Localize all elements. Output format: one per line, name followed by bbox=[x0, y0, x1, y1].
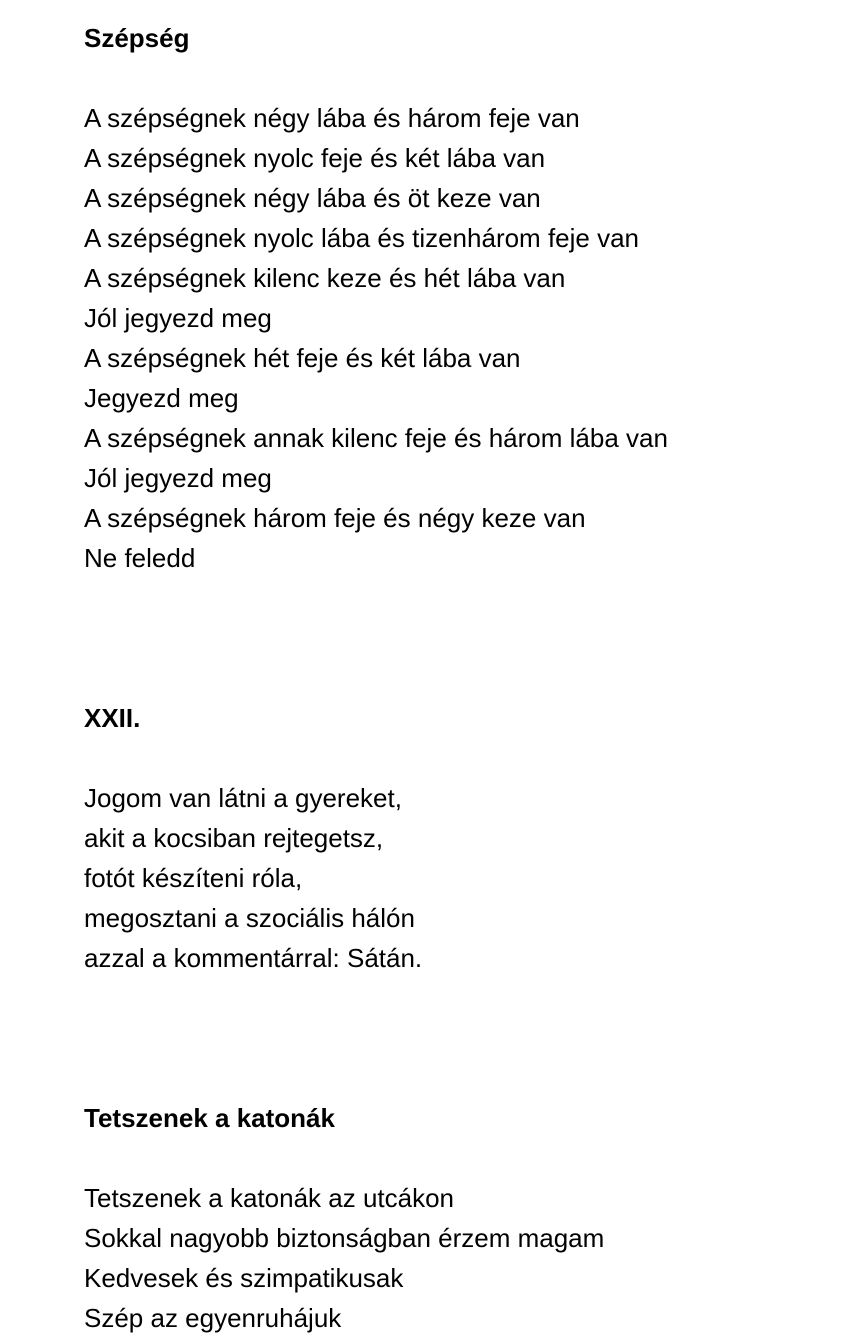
poem-line: A szépségnek kilenc keze és hét lába van bbox=[84, 263, 566, 293]
poem-title: XXII. bbox=[84, 703, 141, 733]
poem-title: Tetszenek a katonák bbox=[84, 1103, 335, 1133]
poem-line: A szépségnek nyolc feje és két lába van bbox=[84, 143, 546, 173]
poem-line: A szépségnek nyolc lába és tizenhárom feje van bbox=[84, 223, 640, 253]
poem-line: A szépségnek annak kilenc feje és három lába van bbox=[84, 423, 668, 453]
poem-line: A szépségnek három feje és négy keze van bbox=[84, 503, 586, 533]
poem-line: megosztani a szociális hálón bbox=[84, 903, 415, 933]
poem-line: Jegyezd meg bbox=[84, 383, 239, 413]
poem-body bbox=[84, 1178, 604, 1338]
poem-tetszenek-a-katonak bbox=[84, 1098, 604, 1338]
poem-line: Szép az egyenruhájuk bbox=[84, 1303, 342, 1333]
poem-xxii bbox=[84, 698, 422, 978]
poem-line: Tetszenek a katonák az utcákon bbox=[84, 1183, 455, 1213]
poem-line: fotót készíteni róla, bbox=[84, 863, 303, 893]
poem-line: Jogom van látni a gyereket, bbox=[84, 783, 402, 813]
poem-line: azzal a kommentárral: Sátán. bbox=[84, 943, 423, 973]
poem-szepseg bbox=[84, 18, 668, 578]
poem-line: Sokkal nagyobb biztonságban érzem magam bbox=[84, 1223, 605, 1253]
poem-body bbox=[84, 98, 668, 578]
poem-line: akit a kocsiban rejtegetsz, bbox=[84, 823, 384, 853]
poem-line: A szépségnek négy lába és három feje van bbox=[84, 103, 580, 133]
poem-line: Ne feledd bbox=[84, 543, 196, 573]
poem-line: Kedvesek és szimpatikusak bbox=[84, 1263, 404, 1293]
poem-line: Jól jegyezd meg bbox=[84, 463, 272, 493]
poem-body bbox=[84, 778, 422, 978]
poem-line: A szépségnek négy lába és öt keze van bbox=[84, 183, 541, 213]
poem-line: Jól jegyezd meg bbox=[84, 303, 272, 333]
poem-title: Szépség bbox=[84, 23, 190, 53]
poem-line: A szépségnek hét feje és két lába van bbox=[84, 343, 521, 373]
